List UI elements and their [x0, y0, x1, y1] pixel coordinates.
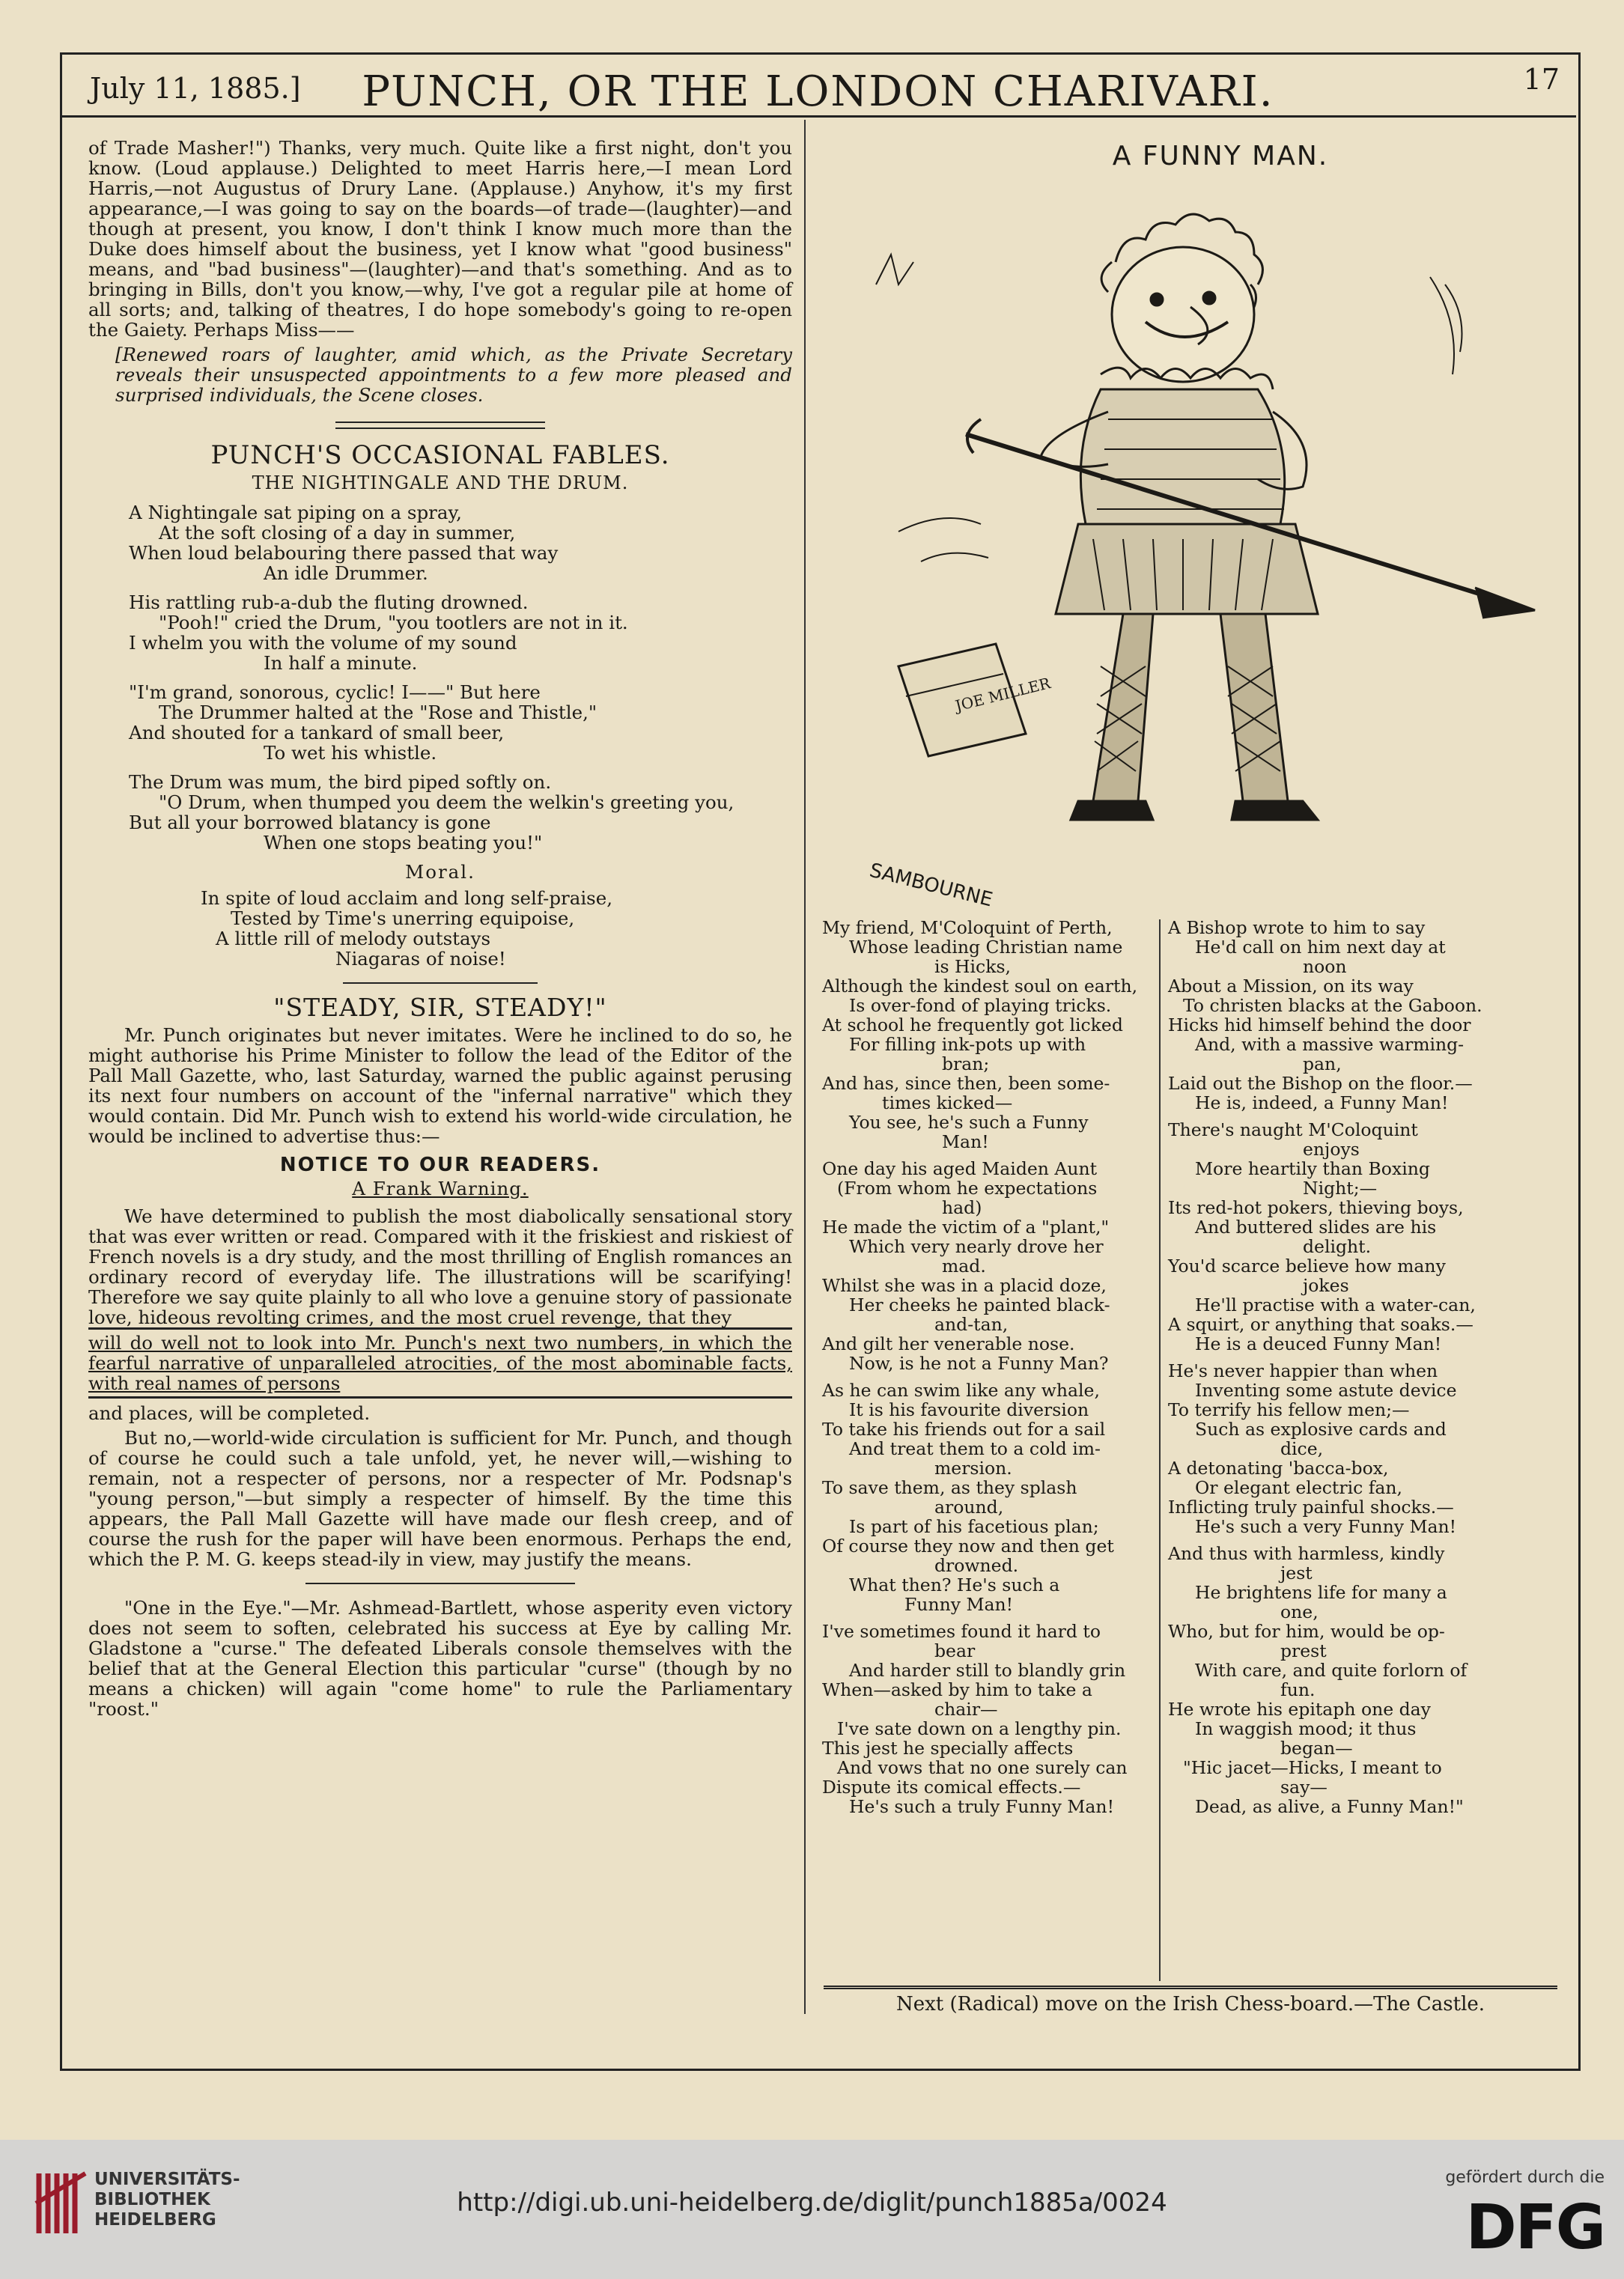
page-header	[60, 55, 1576, 115]
verse-line: I've sate down on a lengthy pin.	[837, 1718, 1122, 1739]
verse-line: Is part of his facetious plan;	[849, 1516, 1099, 1537]
verse-line: And treat them to a cold im-	[849, 1438, 1101, 1459]
verse-line: But all your borrowed blatancy is gone	[129, 812, 491, 833]
verse-line: To terrify his fellow men;—	[1168, 1399, 1410, 1420]
verse-line: "O Drum, when thumped you deem the welkin's greeting you,	[159, 791, 735, 813]
verse-line: Her cheeks he painted black-	[849, 1294, 1110, 1315]
verse-line: He brightens life for many a	[1195, 1582, 1447, 1603]
verse-line: Inventing some astute device	[1195, 1380, 1457, 1401]
verse-line: Tested by Time's unerring equipoise,	[231, 907, 575, 929]
poem-stanza	[1168, 1544, 1542, 1816]
verse-line: Which very nearly drove her	[849, 1236, 1104, 1257]
verse-line: pan,	[1303, 1053, 1342, 1074]
verse-line: chair—	[934, 1699, 998, 1720]
verse-line: To wet his whistle.	[264, 742, 437, 764]
verse-line: Its red-hot pokers, thieving boys,	[1168, 1197, 1464, 1218]
verse-line: Or elegant electric fan,	[1195, 1477, 1403, 1498]
verse-line: fun.	[1280, 1679, 1316, 1700]
notice-paragraph: We have determined to publish the most diabolically sensational story that was ever written or read. Compared with it the friskiest and riskiest of French novels is a dry study, and the most thrilling of English romances an ordinary record of everyday life. The illustrations will be scarifying! Therefore we say quite plainly to all who love a genuine story of passionate love, hideous revolting crimes, and the most cruel revenge, that they	[88, 1205, 792, 1328]
verse-line: "Pooh!" cried the Drum, "you tootlers are not in it.	[159, 612, 628, 633]
verse-line: times kicked—	[882, 1092, 1013, 1113]
verse-line: is Hicks,	[934, 956, 1011, 977]
fables-title: PUNCH'S OCCASIONAL FABLES.	[210, 440, 670, 470]
verse-line: As he can swim like any whale,	[822, 1380, 1100, 1401]
verse-line: He is, indeed, a Funny Man!	[1195, 1092, 1449, 1113]
speech-continuation: of Trade Masher!") Thanks, very much. Quite like a first night, don't you know. (Loud applause.) Delighted to meet Harris here,—I mean Lord Harris,—not Augustus of Drury Lane. (Applause.) Anyhow, it's my first appearance,—I was going to say on the boards—of trade—(laughter)—and though at present, you know, I don't think I know much more than the Duke does himself about the business, yet I know what "good business" means, and "bad business"—(laughter)—and that's something. And as to bringing in Bills, don't you know,—why, I've got a regular pile at home of all sorts; and, talking of theatres, I do hope somebody's going to re-open the Gaiety. Perhaps Miss——	[88, 137, 792, 341]
verse-line: say—	[1280, 1777, 1328, 1798]
verse-line: enjoys	[1303, 1139, 1360, 1160]
verse-line: In spite of loud acclaim and long self-praise,	[201, 887, 613, 909]
verse-line: Hicks hid himself behind the door	[1168, 1014, 1471, 1035]
verse-line: For filling ink-pots up with	[849, 1034, 1086, 1055]
poem-right-column	[1168, 918, 1542, 1824]
verse-line: An idle Drummer.	[264, 562, 428, 584]
verse-line: Inflicting truly painful shocks.—	[1168, 1497, 1454, 1518]
but-no-paragraph: But no,—world-wide circulation is sufficient for Mr. Punch, and though of course he could such a tale unfold, yet, he never will,—wishing to remain, not a respecter of persons, nor a respecter of Mr. Podsnap's "young person,"—but simply a respecter of himself. By the time this appears, the Pall Mall Gazette will have made our flesh creep, and of course the rush for the paper will have been enormous. Perhaps the end, which the P. M. G. keeps stead-ily in view, may justify the means.	[88, 1427, 792, 1570]
steady-title: "STEADY, SIR, STEADY!"	[273, 993, 607, 1022]
steady-paragraph: Mr. Punch originates but never imitates. Were he inclined to do so, he might authorise his Prime Minister to follow the lead of the Editor of the Pall Mall Gazette, who, last Saturday, warned the public against perusing its next four numbers on account of the "infernal narrative" which they would contain. Did Mr. Punch wish to extend his world-wide circulation, he would be inclined to advertise thus:—	[88, 1024, 792, 1147]
verse-line: Is over-fond of playing tricks.	[849, 995, 1112, 1016]
verse-line: To take his friends out for a sail	[822, 1419, 1106, 1440]
verse-line: When one stops beating you!"	[264, 832, 543, 854]
head	[1112, 247, 1254, 382]
verse-line: mad.	[942, 1256, 986, 1277]
poem-stanza	[1168, 918, 1542, 1113]
moral-verse	[88, 888, 792, 969]
verse-line: He'll practise with a water-can,	[1195, 1294, 1476, 1315]
verse-line: noon	[1303, 956, 1347, 977]
left-column	[88, 138, 792, 1723]
verse-line: Whilst she was in a placid doze,	[822, 1275, 1107, 1296]
verse-line: One day his aged Maiden Aunt	[822, 1158, 1098, 1179]
verse-line: A squirt, or anything that soaks.—	[1168, 1314, 1474, 1335]
page-number: 17	[1523, 63, 1560, 96]
verse-line: mersion.	[934, 1458, 1012, 1479]
funded-by-label: gefördert durch die	[1445, 2168, 1605, 2187]
verse-line: had)	[942, 1197, 982, 1218]
library-name-line: UNIVERSITÄTS-	[94, 2170, 240, 2189]
verse-line: He'd call on him next day at	[1195, 937, 1446, 958]
fables-subtitle: THE NIGHTINGALE AND THE DRUM.	[252, 472, 629, 493]
section-rule	[343, 982, 538, 984]
verse-line: began—	[1280, 1738, 1353, 1759]
verse-line: He's such a very Funny Man!	[1195, 1516, 1457, 1537]
verse-line: It is his favourite diversion	[849, 1399, 1089, 1420]
notice-title: NOTICE TO OUR READERS.	[279, 1154, 601, 1176]
verse-line: And buttered slides are his	[1195, 1217, 1437, 1238]
poem-stanza	[822, 918, 1152, 1151]
verse-line: Now, is he not a Funny Man?	[849, 1353, 1109, 1374]
artist-signature: SAMBOURNE	[867, 859, 995, 912]
library-name-line: HEIDELBERG	[94, 2210, 216, 2230]
verse-line: dice,	[1280, 1438, 1324, 1459]
verse-line: Of course they now and then get	[822, 1536, 1114, 1557]
verse-line: In half a minute.	[264, 652, 418, 674]
poem-stanza	[822, 1381, 1152, 1614]
verse-line: and-tan,	[934, 1314, 1009, 1335]
verse-line: What then? He's such a	[849, 1574, 1060, 1595]
book-label: JOE MILLER	[953, 674, 1053, 715]
verse-line: "Hic jacet—Hicks, I meant to	[1183, 1757, 1442, 1778]
section-rule	[305, 1583, 575, 1584]
verse-line: "I'm grand, sonorous, cyclic! I——" But here	[129, 681, 541, 703]
verse-line: Such as explosive cards and	[1195, 1419, 1447, 1440]
verse-line: Laid out the Bishop on the floor.—	[1168, 1073, 1473, 1094]
fable-stanza	[129, 592, 792, 673]
verse-line: drowned.	[934, 1555, 1019, 1576]
section-rule	[335, 422, 545, 429]
verse-line: And, with a massive warming-	[1195, 1034, 1465, 1055]
funny-man-illustration	[831, 172, 1550, 913]
footer-rule	[824, 1986, 1557, 1989]
one-in-the-eye-paragraph: "One in the Eye."—Mr. Ashmead-Bartlett, whose asperity even victory does not seem to soften, celebrated his success at Eye by calling Mr. Gladstone a "curse." The defeated Liberals console themselves with the belief that at the General Election this particular "curse" (though by no means a chicken) will again "come home" to rule the Parliamentary "roost."	[88, 1597, 792, 1720]
fable-stanza	[129, 772, 792, 853]
verse-line: He wrote his epitaph one day	[1168, 1699, 1431, 1720]
verse-line: At school he frequently got licked	[822, 1014, 1123, 1035]
poem-stanza	[822, 1622, 1152, 1816]
verse-line: And vows that no one surely can	[837, 1757, 1128, 1778]
poem-left-column	[822, 918, 1152, 1824]
verse-line: jest	[1280, 1563, 1313, 1583]
verse-line: He's such a truly Funny Man!	[849, 1796, 1115, 1817]
verse-line: one,	[1280, 1601, 1319, 1622]
dfg-logo: DFG	[1465, 2192, 1605, 2263]
verse-line: He's never happier than when	[1168, 1360, 1438, 1381]
verse-line: With care, and quite forlorn of	[1195, 1660, 1468, 1681]
verse-line: Although the kindest soul on earth,	[822, 976, 1138, 997]
verse-line: A Nightingale sat piping on a spray,	[129, 502, 462, 523]
verse-line: In waggish mood; it thus	[1195, 1718, 1417, 1739]
verse-line: At the soft closing of a day in summer,	[159, 522, 516, 544]
header-date: July 11, 1885.]	[90, 72, 301, 105]
poem-stanza	[822, 1159, 1152, 1373]
verse-line: bear	[934, 1640, 976, 1661]
verse-line: About a Mission, on its way	[1168, 976, 1414, 997]
verse-line: And gilt her venerable nose.	[822, 1333, 1075, 1354]
verse-line: I whelm you with the volume of my sound	[129, 632, 517, 654]
verse-line: He is a deuced Funny Man!	[1195, 1333, 1442, 1354]
poem-stanza	[1168, 1361, 1542, 1536]
verse-line: Niagaras of noise!	[335, 948, 506, 970]
verse-line: My friend, M'Coloquint of Perth,	[822, 917, 1113, 938]
verse-line: And has, since then, been some-	[822, 1073, 1110, 1094]
fable-stanza	[129, 682, 792, 763]
column-divider	[804, 120, 806, 2014]
verse-line: prest	[1280, 1640, 1327, 1661]
verse-line: Dispute its comical effects.—	[822, 1777, 1081, 1798]
fable-poem	[88, 502, 792, 853]
verse-line: He made the victim of a "plant,"	[822, 1217, 1110, 1238]
verse-line: Man!	[942, 1131, 989, 1152]
verse-line: Who, but for him, would be op-	[1168, 1621, 1445, 1642]
verse-line: His rattling rub-a-dub the fluting drowned.	[129, 591, 529, 613]
notice-boxed-warning: will do well not to look into Mr. Punch's next two numbers, in which the fearful narrative of unparalleled atrocities, of the most abominable facts, with real names of persons	[88, 1327, 792, 1399]
verse-line: Whose leading Christian name	[849, 937, 1123, 958]
verse-line: You'd scarce believe how many	[1168, 1256, 1446, 1277]
verse-line: And harder still to blandly grin	[849, 1660, 1126, 1681]
notice-end: and places, will be completed.	[88, 1402, 371, 1424]
verse-line: Night;—	[1303, 1178, 1378, 1199]
verse-line: I've sometimes found it hard to	[822, 1621, 1101, 1642]
masthead-title: PUNCH, OR THE LONDON CHARIVARI.	[362, 67, 1274, 116]
verse-line: jokes	[1303, 1275, 1349, 1296]
verse-line: This jest he specially affects	[822, 1738, 1074, 1759]
verse-line: around,	[934, 1497, 1004, 1518]
fable-stanza	[129, 502, 792, 583]
cartoon-title: A FUNNY MAN.	[1112, 141, 1329, 171]
verse-line: There's naught M'Coloquint	[1168, 1119, 1418, 1140]
verse-line: Funny Man!	[904, 1594, 1014, 1615]
verse-line: Dead, as alive, a Funny Man!"	[1195, 1796, 1464, 1817]
verse-line: When loud belabouring there passed that way	[129, 542, 559, 564]
source-url-link[interactable]: http://digi.ub.uni-heidelberg.de/diglit/punch1885a/0024	[457, 2188, 1167, 2218]
verse-line: And shouted for a tankard of small beer,	[129, 722, 505, 743]
verse-line: When—asked by him to take a	[822, 1679, 1092, 1700]
verse-line: A detonating 'bacca-box,	[1168, 1458, 1389, 1479]
verse-line: And thus with harmless, kindly	[1168, 1543, 1445, 1564]
notice-subtitle: A Frank Warning.	[352, 1178, 529, 1199]
poem-stanza	[1168, 1120, 1542, 1354]
verse-line: You see, he's such a Funny	[849, 1112, 1089, 1133]
verse-line: A little rill of melody outstays	[216, 928, 491, 949]
library-name-line: BIBLIOTHEK	[94, 2190, 210, 2209]
stage-direction: [Renewed roars of laughter, amid which, as the Private Secretary reveals their unsuspected appointments to a few more pleased and surprised individuals, the Scene closes.	[115, 344, 792, 406]
verse-line: bran;	[942, 1053, 990, 1074]
moral-heading: Moral.	[405, 861, 475, 883]
verse-line: delight.	[1303, 1236, 1372, 1257]
verse-line: The Drum was mum, the bird piped softly on.	[129, 771, 552, 793]
poem-column-divider	[1159, 919, 1161, 1981]
verse-line: To save them, as they splash	[822, 1477, 1077, 1498]
header-rule	[60, 115, 1576, 118]
verse-line: To christen blacks at the Gaboon.	[1183, 995, 1482, 1016]
verse-line: A Bishop wrote to him to say	[1168, 917, 1426, 938]
chess-board-note: Next (Radical) move on the Irish Chess-board.—The Castle.	[895, 1993, 1485, 2015]
verse-line: (From whom he expectations	[837, 1178, 1098, 1199]
verse-line: More heartily than Boxing	[1195, 1158, 1430, 1179]
verse-line: The Drummer halted at the "Rose and Thistle,"	[159, 702, 597, 723]
